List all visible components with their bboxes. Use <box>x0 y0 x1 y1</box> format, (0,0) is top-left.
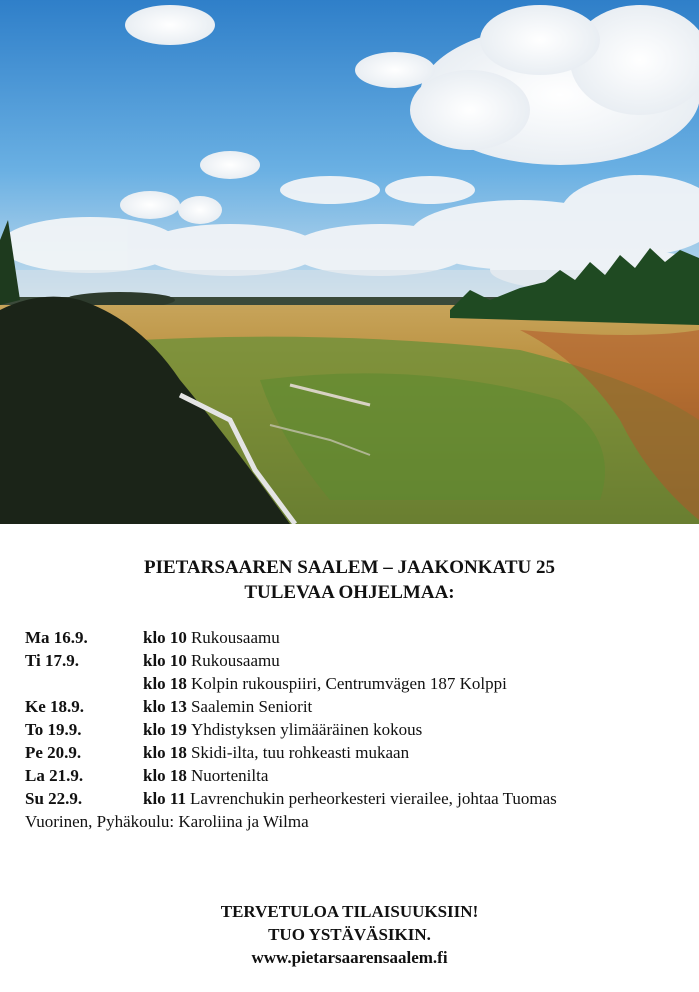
bring-friends-text: TUO YSTÄVÄSIKIN. <box>268 925 431 944</box>
schedule-text: Nuortenilta <box>190 766 269 785</box>
schedule-day: Ke 18.9. <box>25 697 85 716</box>
schedule-text: Skidi-ilta, tuu rohkeasti mukaan <box>190 743 410 762</box>
schedule-row <box>25 626 675 649</box>
schedule-day: Su 22.9. <box>25 789 83 808</box>
schedule-text: Kolpin rukouspiiri, Centrumvägen 187 Kolppi <box>190 674 507 693</box>
schedule-day: Ma 16.9. <box>25 628 88 647</box>
schedule-day: Ti 17.9. <box>25 651 80 670</box>
schedule-time: klo 18 <box>143 674 187 693</box>
schedule-time: klo 10 <box>143 651 187 670</box>
schedule-text: Yhdistyksen ylimääräinen kokous <box>190 720 423 739</box>
schedule-row <box>25 672 675 695</box>
schedule-day <box>25 672 143 695</box>
schedule-time: klo 13 <box>143 697 187 716</box>
schedule-text: Saalemin Seniorit <box>190 697 313 716</box>
schedule-time: klo 10 <box>143 628 187 647</box>
schedule-row <box>25 718 675 741</box>
schedule-list <box>25 626 675 833</box>
schedule-day: To 19.9. <box>25 720 82 739</box>
page-subtitle: TULEVAA OHJELMAA: <box>244 582 455 603</box>
schedule-time: klo 18 <box>143 743 187 762</box>
schedule-text-continuation: Vuorinen, Pyhäkoulu: Karoliina ja Wilma <box>25 812 309 831</box>
schedule-text: Rukousaamu <box>190 628 280 647</box>
schedule-row <box>25 695 675 718</box>
footer <box>0 900 699 969</box>
schedule-time: klo 19 <box>143 720 187 739</box>
schedule-row <box>25 764 675 787</box>
schedule-row <box>25 741 675 764</box>
schedule-time: klo 11 <box>143 789 186 808</box>
page-title: PIETARSAAREN SAALEM – JAAKONKATU 25 <box>144 557 555 578</box>
schedule-text: Rukousaamu <box>190 651 280 670</box>
schedule-day: Pe 20.9. <box>25 743 82 762</box>
schedule-text: Lavrenchukin perheorkesteri vierailee, johtaa Tuomas <box>190 789 557 808</box>
website-link[interactable]: www.pietarsaarensaalem.fi <box>251 948 448 967</box>
welcome-text: TERVETULOA TILAISUUKSIIN! <box>220 902 479 921</box>
schedule-row <box>25 787 675 810</box>
schedule-row <box>25 649 675 672</box>
schedule-day: La 21.9. <box>25 766 84 785</box>
schedule-time: klo 18 <box>143 766 187 785</box>
